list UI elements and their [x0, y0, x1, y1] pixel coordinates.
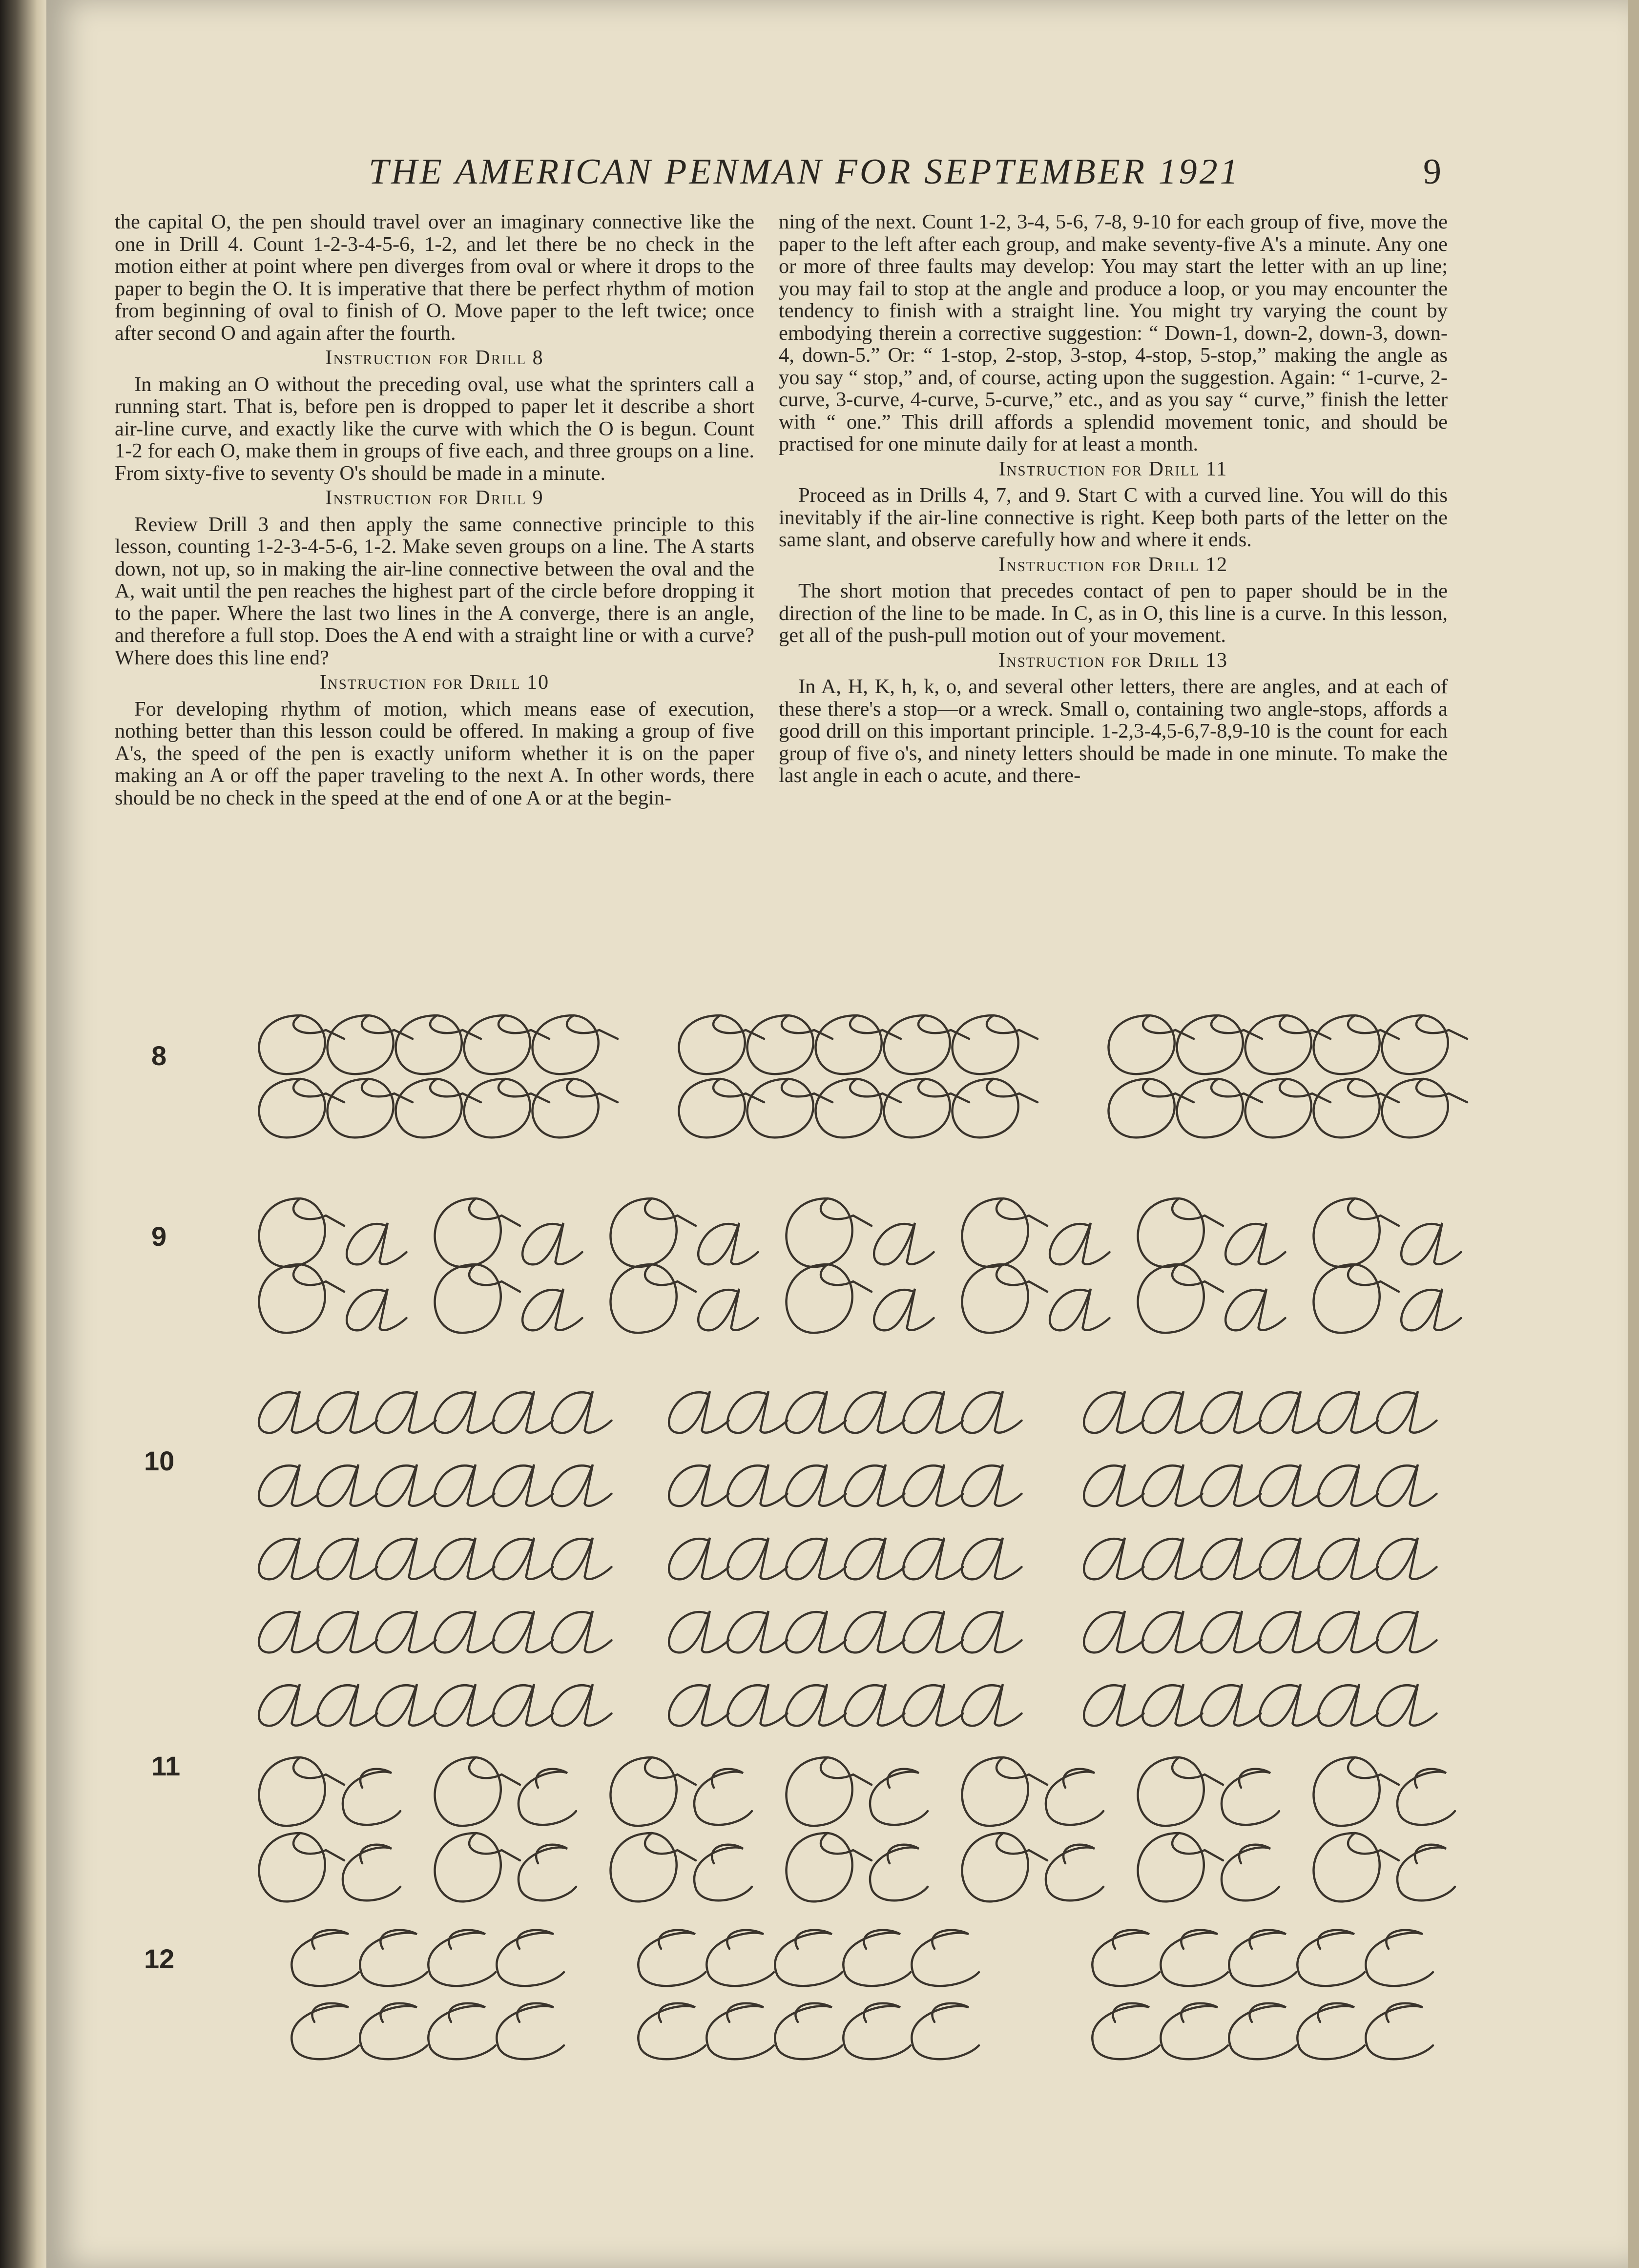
capital-c-stroke: [912, 1930, 979, 1986]
capital-o-stroke: [1138, 1757, 1223, 1826]
capital-a-stroke: [347, 1223, 406, 1264]
capital-c-stroke: [497, 2003, 564, 2059]
capital-o-stroke: [259, 1833, 344, 1901]
capital-a-stroke: [435, 1611, 494, 1652]
capital-a-stroke: [493, 1684, 553, 1726]
capital-c-stroke: [1397, 1845, 1455, 1900]
capital-a-stroke: [903, 1391, 963, 1433]
capital-o-stroke: [1314, 1264, 1399, 1333]
drill-instruction-heading: Instruction for Drill 9: [325, 487, 544, 509]
capital-o-stroke: [533, 1015, 618, 1074]
capital-a-stroke: [786, 1611, 846, 1652]
capital-o-stroke: [962, 1833, 1047, 1901]
capital-a-stroke: [493, 1538, 553, 1579]
capital-o-stroke: [259, 1015, 344, 1074]
capital-c-stroke: [775, 2003, 842, 2059]
running-title: THE AMERICAN PENMAN FOR SEPTEMBER 1921: [369, 152, 1241, 192]
capital-c-stroke: [694, 1845, 752, 1900]
capital-o-stroke: [816, 1079, 901, 1137]
capital-c-stroke: [843, 1930, 911, 1986]
capital-a-stroke: [435, 1464, 494, 1506]
capital-c-stroke: [1222, 1769, 1279, 1825]
capital-o-stroke: [1138, 1833, 1223, 1901]
capital-c-stroke: [694, 1769, 752, 1825]
capital-a-stroke: [1201, 1391, 1261, 1433]
capital-a-stroke: [317, 1684, 377, 1726]
page-number: 9: [1423, 152, 1441, 192]
body-paragraph: In making an O without the preceding oval, use what the sprinters call a running start. That is, before pen is dropped to paper let it describe a short air-line curve, and exactly like the curve with which the O is begun. Count 1-2 for each O, make them in groups of five each, and three groups on a line. From sixty-five to seventy O's should be made in a minute.: [115, 372, 754, 485]
capital-a-stroke: [376, 1538, 436, 1579]
capital-a-stroke: [1142, 1538, 1202, 1579]
body-paragraph: For developing rhythm of motion, which means ease of execution, nothing better than this lesson could be offered. In making a group of five A's, the speed of the pen is exactly uniform whether it is on the paper making an A or off the paper traveling to the next A. In other words, there should be no check in the speed at the end of one A or at the begin-: [115, 697, 754, 809]
capital-a-stroke: [1318, 1684, 1378, 1726]
capital-o-stroke: [435, 1833, 520, 1901]
capital-o-stroke: [787, 1264, 871, 1333]
capital-c-stroke: [519, 1845, 576, 1900]
capital-a-stroke: [1201, 1684, 1261, 1726]
capital-a-stroke: [1260, 1464, 1319, 1506]
capital-a-stroke: [1318, 1611, 1378, 1652]
capital-c-stroke: [1229, 2003, 1296, 2059]
capital-a-stroke: [259, 1684, 318, 1726]
capital-a-stroke: [845, 1611, 904, 1652]
capital-c-stroke: [360, 2003, 427, 2059]
capital-a-stroke: [1050, 1223, 1109, 1264]
capital-o-stroke: [435, 1757, 520, 1826]
capital-a-stroke: [786, 1538, 846, 1579]
capital-a-stroke: [522, 1223, 582, 1264]
capital-o-stroke: [611, 1757, 696, 1826]
capital-a-stroke: [669, 1538, 728, 1579]
capital-a-stroke: [552, 1611, 611, 1652]
capital-o-stroke: [464, 1015, 549, 1074]
capital-o-stroke: [1314, 1198, 1399, 1267]
capital-c-stroke: [638, 1930, 705, 1986]
capital-a-stroke: [435, 1391, 494, 1433]
capital-a-stroke: [552, 1391, 611, 1433]
capital-a-stroke: [1318, 1538, 1378, 1579]
capital-a-stroke: [493, 1611, 553, 1652]
capital-o-stroke: [611, 1198, 696, 1267]
capital-c-stroke: [428, 2003, 496, 2059]
capital-c-stroke: [1046, 1769, 1103, 1825]
capital-o-stroke: [1109, 1079, 1194, 1137]
body-paragraph: the capital O, the pen should travel over an imaginary connective like the one in Drill 4. Count 1-2-3-4-5-6, 1-2, and let there be no check in the motion either at point where pen diverges from oval or where it drops to the paper to begin the O. It is imperative that there be perfect rhythm of motion from beginning of oval to finish of O. Move paper to the left twice; once after second O and again after the fourth.: [115, 210, 754, 345]
capital-a-stroke: [1377, 1464, 1436, 1506]
capital-a-stroke: [317, 1464, 377, 1506]
capital-o-stroke: [259, 1079, 344, 1137]
capital-a-stroke: [1260, 1538, 1319, 1579]
capital-a-stroke: [435, 1538, 494, 1579]
body-paragraph: ning of the next. Count 1-2, 3-4, 5-6, 7-8, 9-10 for each group of five, move the paper to the left after each group, and make seventy-five A's a minute. Any one or more of three faults may develop: You may start the letter with an up line; you may fail to stop at the angle and produce a loop, or you may encounter the tendency to finish with a straight line. You might try varying the count by embodying therein a corrective suggestion: “ Down-1, down-2, down-3, down-4, down-5.” Or: “ 1-stop, 2-stop, 3-stop, 4-stop, 5-stop,” making the angle as you say “ stop,” and, of course, acting upon the suggestion. Again: “ 1-curve, 2-curve, 3-curve, 4-curve, 5-curve,” etc., and as you say “ curve,” finish the letter with “ one.” This drill affords a splendid movement tonic, and should be practised for one minute daily for at least a month.: [779, 210, 1448, 455]
capital-o-stroke: [962, 1757, 1047, 1826]
capital-a-stroke: [903, 1464, 963, 1506]
capital-a-stroke: [1401, 1223, 1461, 1264]
capital-c-stroke: [638, 2003, 705, 2059]
capital-o-stroke: [1245, 1015, 1330, 1074]
capital-a-stroke: [1142, 1611, 1202, 1652]
capital-o-stroke: [884, 1015, 969, 1074]
capital-a-stroke: [903, 1611, 963, 1652]
capital-a-stroke: [903, 1684, 963, 1726]
capital-a-stroke: [845, 1391, 904, 1433]
book-gutter: [0, 0, 46, 2268]
capital-a-stroke: [1318, 1391, 1378, 1433]
capital-c-stroke: [1161, 1930, 1228, 1986]
capital-o-stroke: [396, 1079, 481, 1137]
capital-o-stroke: [1109, 1015, 1194, 1074]
drill-instruction-heading: Instruction for Drill 12: [998, 553, 1228, 576]
capital-o-stroke: [962, 1264, 1047, 1333]
drill-label-12: 12: [144, 1943, 175, 1974]
capital-o-stroke: [1314, 1015, 1399, 1074]
capital-o-stroke: [259, 1198, 344, 1267]
magazine-page: [46, 0, 1628, 2268]
capital-c-stroke: [360, 1930, 427, 1986]
capital-a-stroke: [1318, 1464, 1378, 1506]
capital-o-stroke: [679, 1079, 764, 1137]
capital-a-stroke: [1050, 1289, 1109, 1330]
capital-o-stroke: [328, 1079, 413, 1137]
capital-a-stroke: [552, 1684, 611, 1726]
capital-c-stroke: [291, 2003, 359, 2059]
capital-a-stroke: [669, 1391, 728, 1433]
capital-a-stroke: [1084, 1464, 1143, 1506]
capital-c-stroke: [843, 2003, 911, 2059]
capital-c-stroke: [519, 1769, 576, 1825]
capital-c-stroke: [1229, 1930, 1296, 1986]
capital-a-stroke: [376, 1611, 436, 1652]
capital-a-stroke: [317, 1611, 377, 1652]
capital-a-stroke: [962, 1391, 1021, 1433]
capital-o-stroke: [816, 1015, 901, 1074]
capital-o-stroke: [464, 1079, 549, 1137]
capital-a-stroke: [1084, 1391, 1143, 1433]
capital-o-stroke: [953, 1079, 1037, 1137]
capital-c-stroke: [1161, 2003, 1228, 2059]
capital-o-stroke: [259, 1757, 344, 1826]
drill-label-11: 11: [151, 1751, 181, 1781]
capital-o-stroke: [1382, 1015, 1467, 1074]
capital-a-stroke: [1225, 1289, 1285, 1330]
capital-o-stroke: [328, 1015, 413, 1074]
capital-a-stroke: [962, 1464, 1021, 1506]
capital-a-stroke: [786, 1684, 846, 1726]
capital-a-stroke: [669, 1464, 728, 1506]
capital-a-stroke: [903, 1538, 963, 1579]
capital-a-stroke: [259, 1391, 318, 1433]
drill-instruction-heading: Instruction for Drill 11: [998, 457, 1228, 480]
drill-8-specimen: [46, 0, 1628, 2268]
drill-instruction-heading: Instruction for Drill 8: [325, 347, 544, 369]
capital-a-stroke: [1201, 1538, 1261, 1579]
capital-a-stroke: [1084, 1684, 1143, 1726]
capital-o-stroke: [1314, 1833, 1399, 1901]
capital-c-stroke: [428, 1930, 496, 1986]
capital-a-stroke: [1401, 1289, 1461, 1330]
capital-a-stroke: [522, 1289, 582, 1330]
capital-a-stroke: [376, 1684, 436, 1726]
capital-o-stroke: [1314, 1079, 1399, 1137]
capital-o-stroke: [787, 1757, 871, 1826]
capital-a-stroke: [259, 1611, 318, 1652]
capital-c-stroke: [912, 2003, 979, 2059]
capital-o-stroke: [1245, 1079, 1330, 1137]
capital-a-stroke: [376, 1464, 436, 1506]
capital-c-stroke: [1366, 2003, 1433, 2059]
capital-a-stroke: [1377, 1538, 1436, 1579]
capital-a-stroke: [1260, 1684, 1319, 1726]
capital-o-stroke: [1177, 1015, 1262, 1074]
capital-o-stroke: [533, 1079, 618, 1137]
capital-a-stroke: [1084, 1538, 1143, 1579]
capital-c-stroke: [870, 1845, 928, 1900]
drill-label-9: 9: [151, 1221, 167, 1252]
capital-o-stroke: [1314, 1757, 1399, 1826]
capital-c-stroke: [1046, 1845, 1103, 1900]
capital-a-stroke: [962, 1538, 1021, 1579]
capital-a-stroke: [1142, 1391, 1202, 1433]
capital-a-stroke: [317, 1538, 377, 1579]
capital-a-stroke: [845, 1684, 904, 1726]
capital-c-stroke: [1222, 1845, 1279, 1900]
capital-a-stroke: [347, 1289, 406, 1330]
body-paragraph: In A, H, K, h, k, o, and several other letters, there are angles, and at each of these there's a stop—or a wreck. Small o, containing two angle-stops, affords a good drill on this important principle. 1-2,3-4,5-6,7-8,9-10 is the count for each group of five o's, and ninety letters should be made in one minute. To make the last angle in each o acute, and there-: [779, 675, 1448, 787]
capital-a-stroke: [1201, 1611, 1261, 1652]
capital-a-stroke: [259, 1538, 318, 1579]
capital-a-stroke: [493, 1391, 553, 1433]
capital-o-stroke: [435, 1198, 520, 1267]
capital-a-stroke: [376, 1391, 436, 1433]
capital-c-stroke: [1297, 2003, 1365, 2059]
capital-a-stroke: [874, 1289, 934, 1330]
capital-a-stroke: [435, 1684, 494, 1726]
capital-a-stroke: [1377, 1391, 1436, 1433]
capital-o-stroke: [1177, 1079, 1262, 1137]
capital-a-stroke: [1260, 1391, 1319, 1433]
capital-c-stroke: [343, 1845, 400, 1900]
capital-a-stroke: [845, 1464, 904, 1506]
capital-a-stroke: [727, 1464, 787, 1506]
body-paragraph: Proceed as in Drills 4, 7, and 9. Start C with a curved line. You will do this inevitably if the air-line connective is right. Keep both parts of the letter on the same slant, and observe carefully how and where it ends.: [779, 484, 1448, 551]
drill-instruction-heading: Instruction for Drill 10: [319, 671, 550, 694]
capital-a-stroke: [669, 1684, 728, 1726]
capital-o-stroke: [396, 1015, 481, 1074]
capital-a-stroke: [552, 1538, 611, 1579]
capital-c-stroke: [1297, 1930, 1365, 1986]
capital-o-stroke: [259, 1264, 344, 1333]
capital-a-stroke: [1377, 1684, 1436, 1726]
capital-a-stroke: [962, 1611, 1021, 1652]
capital-a-stroke: [1142, 1684, 1202, 1726]
capital-o-stroke: [1138, 1264, 1223, 1333]
drill-instruction-heading: Instruction for Drill 13: [998, 649, 1228, 672]
capital-a-stroke: [1260, 1611, 1319, 1652]
capital-o-stroke: [787, 1833, 871, 1901]
capital-o-stroke: [787, 1198, 871, 1267]
capital-o-stroke: [611, 1833, 696, 1901]
capital-c-stroke: [706, 2003, 774, 2059]
capital-a-stroke: [1225, 1223, 1285, 1264]
capital-c-stroke: [291, 1930, 359, 1986]
capital-o-stroke: [611, 1264, 696, 1333]
capital-c-stroke: [1397, 1769, 1455, 1825]
capital-c-stroke: [1092, 1930, 1160, 1986]
capital-c-stroke: [706, 1930, 774, 1986]
capital-a-stroke: [786, 1464, 846, 1506]
capital-a-stroke: [698, 1289, 758, 1330]
capital-a-stroke: [669, 1611, 728, 1652]
body-paragraph: Review Drill 3 and then apply the same connective principle to this lesson, counting 1-2-3-4-5-6, 1-2. Make seven groups on a line. The A starts down, not up, so in making the air-line connective between the oval and the A, wait until the pen reaches the highest part of the circle before dropping it to the paper. Where the last two lines in the A converge, there is an angle, and therefore a full stop. Does the A end with a straight line or with a curve? Where does this line end?: [115, 513, 754, 669]
capital-a-stroke: [786, 1391, 846, 1433]
capital-a-stroke: [1377, 1611, 1436, 1652]
capital-a-stroke: [962, 1684, 1021, 1726]
capital-o-stroke: [679, 1015, 764, 1074]
capital-a-stroke: [1084, 1611, 1143, 1652]
capital-o-stroke: [1382, 1079, 1467, 1137]
capital-c-stroke: [1366, 1930, 1433, 1986]
drill-label-8: 8: [151, 1040, 167, 1071]
capital-c-stroke: [775, 1930, 842, 1986]
capital-a-stroke: [1142, 1464, 1202, 1506]
capital-a-stroke: [727, 1391, 787, 1433]
capital-o-stroke: [747, 1015, 832, 1074]
capital-o-stroke: [884, 1079, 969, 1137]
capital-a-stroke: [845, 1538, 904, 1579]
capital-o-stroke: [747, 1079, 832, 1137]
capital-c-stroke: [870, 1769, 928, 1825]
capital-a-stroke: [493, 1464, 553, 1506]
capital-o-stroke: [953, 1015, 1037, 1074]
capital-a-stroke: [552, 1464, 611, 1506]
capital-o-stroke: [962, 1198, 1047, 1267]
capital-a-stroke: [698, 1223, 758, 1264]
capital-a-stroke: [727, 1611, 787, 1652]
capital-o-stroke: [435, 1264, 520, 1333]
drill-label-10: 10: [144, 1445, 175, 1476]
capital-a-stroke: [317, 1391, 377, 1433]
capital-a-stroke: [259, 1464, 318, 1506]
capital-c-stroke: [497, 1930, 564, 1986]
capital-a-stroke: [727, 1538, 787, 1579]
body-paragraph: The short motion that precedes contact of pen to paper should be in the direction of the line to be made. In C, as in O, this line is a curve. In this lesson, get all of the push-pull motion out of your movement.: [779, 579, 1448, 647]
capital-a-stroke: [874, 1223, 934, 1264]
capital-c-stroke: [1092, 2003, 1160, 2059]
capital-a-stroke: [1201, 1464, 1261, 1506]
capital-o-stroke: [1138, 1198, 1223, 1267]
capital-c-stroke: [343, 1769, 400, 1825]
page-edge: [1628, 0, 1639, 2268]
capital-a-stroke: [727, 1684, 787, 1726]
